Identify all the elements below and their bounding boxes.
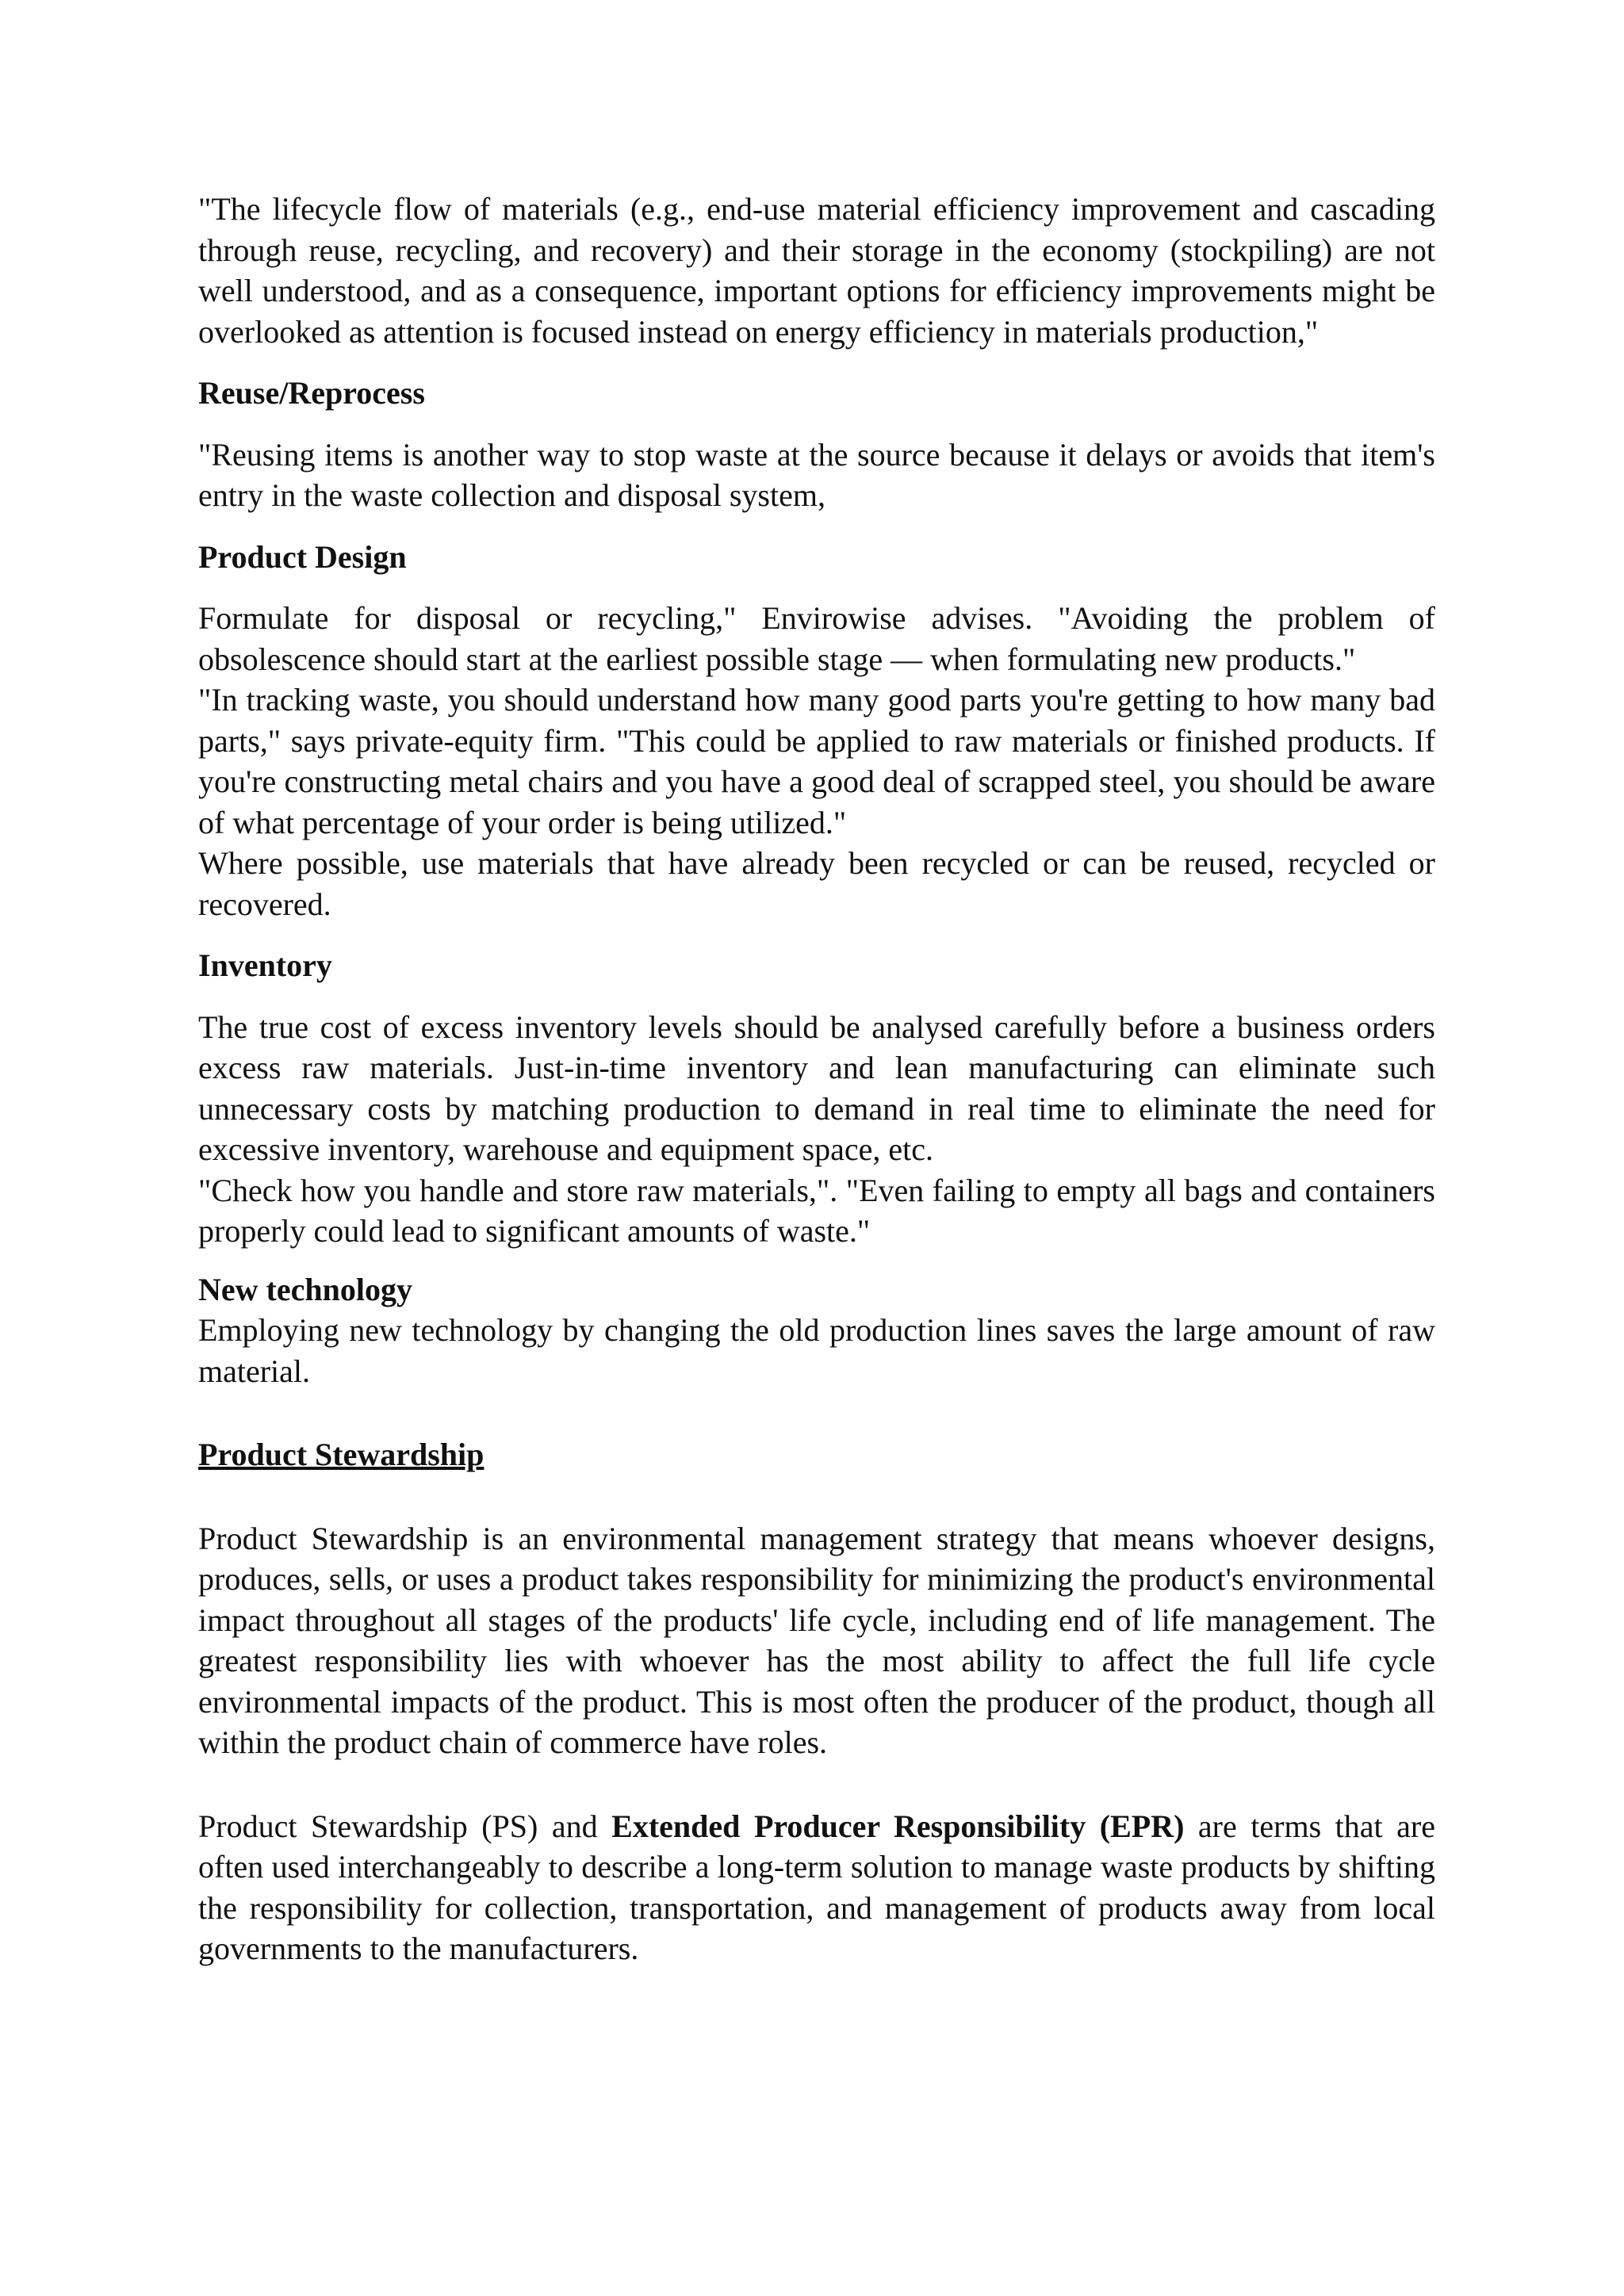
inventory-paragraph-1: The true cost of excess inventory levels should be analysed carefully before a business orders excess raw materials. Just-in-time inventory and lean manufacturing can eliminate such unnecessary costs by matching production to demand in real time to eliminate the need for excessive inventory, warehouse and equipment space, etc. — [198, 1008, 1435, 1167]
document-page — [198, 189, 1435, 1969]
heading-product-stewardship: Product Stewardship — [198, 1437, 485, 1472]
heading-new-technology: New technology — [198, 1271, 412, 1307]
heading-reuse-reprocess: Reuse/Reprocess — [198, 375, 425, 411]
product-design-paragraph-2: "In tracking waste, you should understand how many good parts you're getting to how many bad parts," says private-equity firm. "This could be applied to raw materials or finished products. If you're constructing metal chairs and you have a good deal of scrapped steel, you should be aware of what percentage of your order is being utilized." — [198, 682, 1435, 840]
epr-term: Extended Producer Responsibility (EPR) — [611, 1808, 1185, 1844]
intro-quote-paragraph: "The lifecycle flow of materials (e.g., end-use material efficiency improvement and cascading through reuse, recycling, and recovery) and their storage in the economy (stockpiling) are not well understood, and as a consequence, important options for efficiency improvements might be overlooked as attention is focused instead on energy efficiency in materials production," — [198, 191, 1435, 350]
stewardship-paragraph-2 — [198, 1806, 1435, 1969]
stewardship-paragraph-2-start: Product Stewardship (PS) and — [198, 1808, 612, 1844]
product-design-paragraph-3: Where possible, use materials that have already been recycled or can be reused, recycled or recovered. — [198, 845, 1435, 922]
stewardship-paragraph-1: Product Stewardship is an environmental management strategy that means whoever designs, produces, sells, or uses a product takes responsibility for minimizing the product's environmental impact throughout all stages of the products' life cycle, including end of life management. The greatest responsibility lies with whoever has the most ability to affect the full life cycle environmental impacts of the product. This is most often the producer of the product, though all within the product chain of commerce have roles. — [198, 1520, 1435, 1760]
new-technology-paragraph: Employing new technology by changing the old production lines saves the large amount of raw material. — [198, 1312, 1435, 1389]
stewardship-paragraph-2-end: are terms that are often used interchangeably to describe a long-term solution to manage waste products by shifting the responsibility for collection, transportation, and management of products away from local governments to the manufacturers. — [198, 1808, 1435, 1966]
heading-inventory: Inventory — [198, 947, 332, 983]
inventory-paragraph-2: "Check how you handle and store raw materials,". "Even failing to empty all bags and containers properly could lead to significant amounts of waste." — [198, 1172, 1435, 1249]
product-design-paragraph-1: Formulate for disposal or recycling," Envirowise advises. "Avoiding the problem of obsolescence should start at the earliest possible stage — when formulating new products." — [198, 600, 1435, 677]
heading-product-design: Product Design — [198, 538, 407, 575]
reuse-paragraph: "Reusing items is another way to stop waste at the source because it delays or avoids that item's entry in the waste collection and disposal system, — [198, 436, 1435, 513]
